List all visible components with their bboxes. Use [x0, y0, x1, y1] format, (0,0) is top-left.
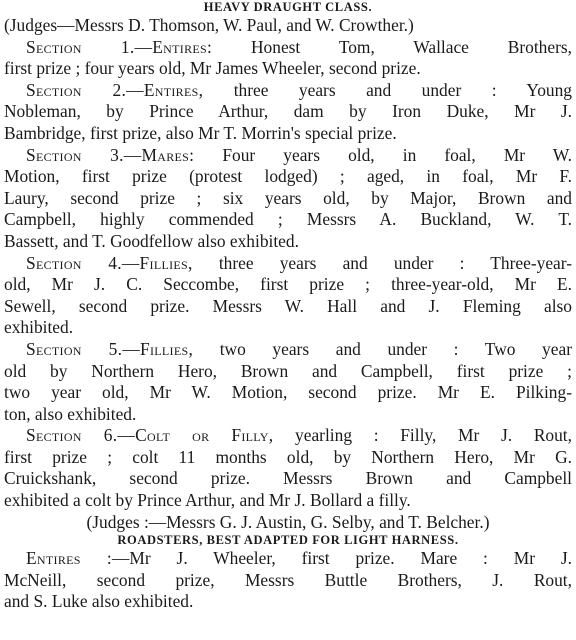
section-3-label: Section 3.—Mares: — [26, 144, 195, 165]
section-6-label: Section 6.—Colt or Filly, — [26, 425, 274, 446]
newspaper-column — [4, 0, 572, 613]
section-3: Section 3.—Mares: Four years old, in foal, Mr W. Motion, first prize (protest lodged) ; aged, in foal, Mr F. Laury, second prize ; six years old, by Major, Brown and Campbell, highly commended ; Messrs A. Buckland, W. T. Bassett, and T. Goodfellow also exhibited. — [4, 144, 573, 251]
judges-line-2: (Judges :—Messrs G. J. Austin, G. Selby, and T. Belcher.) — [86, 511, 490, 532]
section-4-label: Section 4.—Fillies, — [26, 252, 193, 273]
section-1-label: Section 1.—Entires: — [26, 36, 213, 57]
section-2: Section 2.—Entires, three years and under : Young Nobleman, by Prince Arthur, dam by Iron Duke, Mr J. Bambridge, first prize, also Mr T. Morrin's special prize. — [4, 79, 572, 143]
roadsters-heading: ROADSTERS, BEST ADAPTED FOR LIGHT HARNESS. — [117, 533, 459, 548]
section-4: Section 4.—Fillies, three years and under : Three-year- old, Mr J. C. Seccombe, first prize ; three-year-old, Mr E. Sewell, second prize. Messrs W. Hall and J. Fleming also exhibited. — [4, 252, 572, 338]
section-5-label: Section 5.—Fillies, — [26, 338, 194, 359]
roadsters-entry: Entires :—Mr J. Wheeler, first prize. Mare : Mr J. McNeill, second prize, Messrs Buttle Brothers, J. Rout, and S. Luke also exhibited. — [4, 548, 572, 612]
roadsters-label: Entires : — [26, 548, 113, 569]
section-5: Section 5.—Fillies, two years and under : Two year old by Northern Hero, Brown and Campbell, first prize ; two year old, Mr W. Motion, second prize. Mr E. Pilking- ton, also exhibited. — [4, 338, 572, 424]
section-6: Section 6.—Colt or Filly, yearling : Filly, Mr J. Rout, first prize ; colt 11 months old, by Northern Hero, Mr G. Cruickshank, second prize. Messrs Brown and Campbell exhibited a colt by Prince Arthur, and Mr J. Bollard a filly. — [4, 425, 572, 511]
section-2-label: Section 2.—Entires, — [26, 79, 204, 100]
class-heading: HEAVY DRAUGHT CLASS. — [203, 0, 373, 14]
section-1: Section 1.—Entires: Honest Tom, Wallace Brothers, first prize ; four years old, Mr James Wheeler, second prize. — [4, 36, 572, 79]
judges-line: (Judges—Messrs D. Thomson, W. Paul, and W. Crowther.) — [4, 15, 414, 35]
